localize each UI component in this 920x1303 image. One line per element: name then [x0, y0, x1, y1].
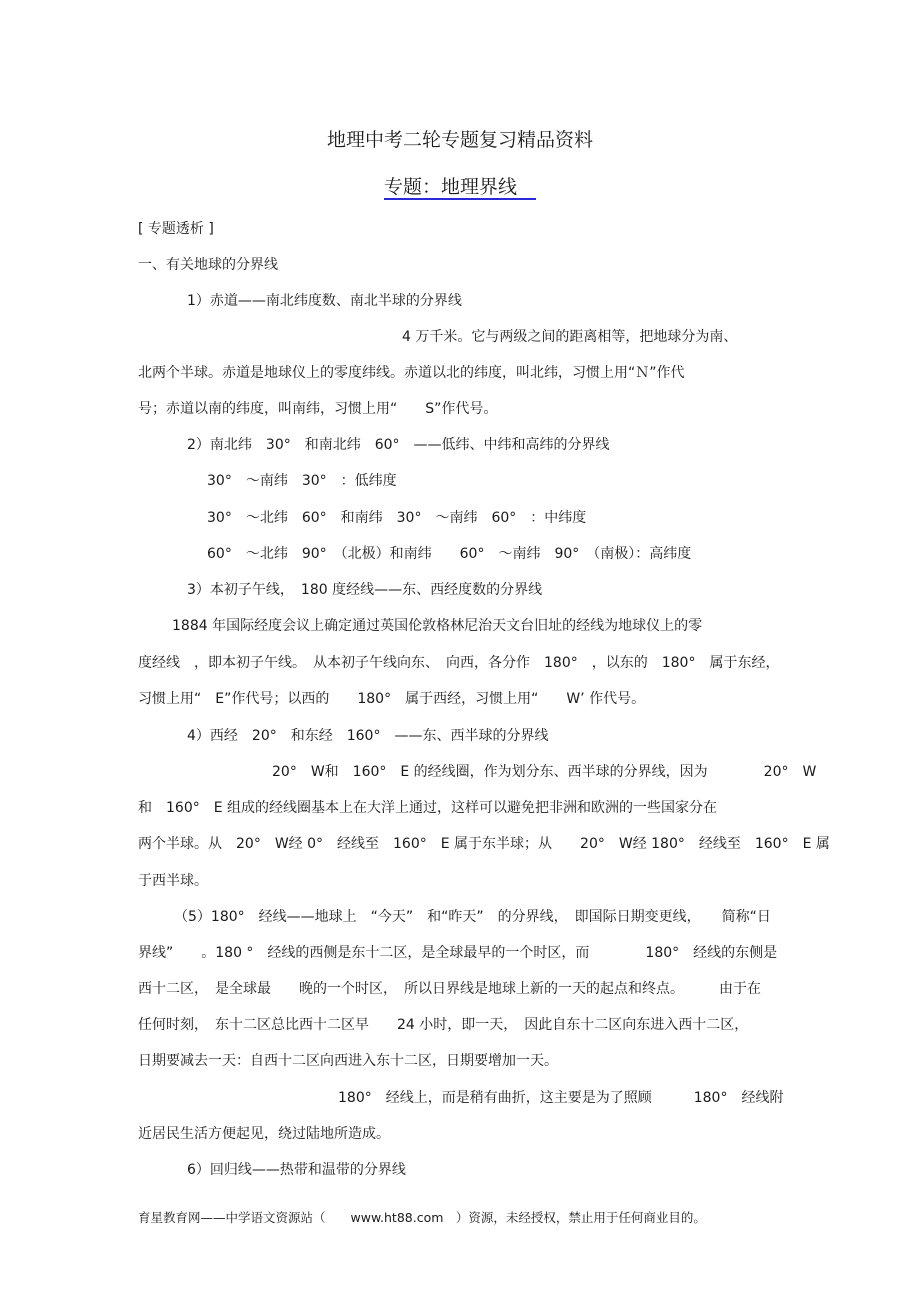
paragraph-line: 近居民生活方便起见，绕过陆地所造成。	[138, 1126, 390, 1142]
paragraph-line: 180° 经线上，而是稍有曲折，这主要是为了照顾 180° 经线附	[338, 1090, 784, 1106]
paragraph-line: 习惯上用“ E”作代号；以西的 180° 属于西经，习惯上用“ W’ 作代号。	[138, 691, 646, 707]
item-heading: 6）回归线——热带和温带的分界线	[187, 1162, 406, 1178]
item-heading: 2）南北纬 30° 和南北纬 60° ——低纬、中纬和高纬的分界线	[187, 437, 610, 453]
paragraph-line: 于西半球。	[138, 873, 208, 889]
item-heading: （5）180° 经线——地球上 “今天” 和“昨天” 的分界线， 即国际日期变更线， 简称“日	[174, 909, 771, 925]
paragraph-line: 北两个半球。赤道是地球仪上的零度纬线。赤道以北的纬度，叫北纬，习惯上用“Ｎ”作代	[138, 365, 685, 381]
paragraph-line: 日期要减去一天：自西十二区向西进入东十二区，日期要增加一天。	[138, 1053, 558, 1069]
document-title: 地理中考二轮专题复习精品资料	[326, 129, 593, 151]
item-heading: 3）本初子午线， 180 度经线——东、西经度数的分界线	[187, 582, 543, 598]
paragraph-line: 号；赤道以南的纬度，叫南纬，习惯上用“ S”作代号。	[138, 401, 498, 417]
paragraph-line: 界线” 。180 ° 经线的西侧是东十二区，是全球最早的一个时区，而 180° 经线的东侧是	[138, 945, 778, 961]
paragraph-line: 两个半球。从 20° W经 0° 经线至 160° E 属于东半球；从 20° W经 180° 经线至 160° E 属	[138, 836, 830, 852]
item-heading: 4）西经 20° 和东经 160° ——东、西半球的分界线	[187, 728, 549, 744]
paragraph-line: 西十二区， 是全球最 晚的一个时区， 所以日界线是地球上新的一天的起点和终点。 由于在	[138, 981, 761, 997]
paragraph-line: 和 160° E 组成的经线圈基本上在大洋上通过，这样可以避免把非洲和欧洲的一些国家分在	[138, 800, 718, 816]
topic-subtitle: 专题：地理界线	[384, 176, 518, 198]
section-heading: 一、有关地球的分界线	[138, 257, 278, 273]
paragraph-line: 任何时刻， 东十二区总比西十二区早 24 小时，即一天， 因此自东十二区向东进入西十二区，	[138, 1017, 749, 1033]
section-tag: [ 专题透析 ]	[138, 221, 214, 237]
item-heading: 1）赤道——南北纬度数、南北半球的分界线	[187, 293, 462, 309]
paragraph-line: 4 万千米。它与两级之间的距离相等，把地球分为南、	[402, 329, 738, 345]
latitude-range-line: 30° ～南纬 30° ：低纬度	[207, 473, 397, 489]
latitude-range-line: 60° ～北纬 90° （北极）和南纬 60° ～南纬 90° （南极）：高纬度	[207, 546, 692, 562]
subtitle-underline	[384, 198, 536, 200]
latitude-range-line: 30° ～北纬 60° 和南纬 30° ～南纬 60° ：中纬度	[207, 510, 587, 526]
paragraph-line: 度经线 ，即本初子午线。 从本初子午线向东、 向西，各分作 180° ，以东的 180° 属于东经，	[138, 655, 780, 671]
paragraph-line: 20° W和 160° E 的经线圈，作为划分东、西半球的分界线，因为 20° W	[272, 764, 817, 780]
page-footer: 育星教育网——中学语文资源站（ www.ht88.com ）资源，未经授权，禁止用于任何商业目的。	[138, 1210, 706, 1225]
paragraph-line: 1884 年国际经度会议上确定通过英国伦敦格林尼治天文台旧址的经线为地球仪上的零	[172, 618, 703, 634]
